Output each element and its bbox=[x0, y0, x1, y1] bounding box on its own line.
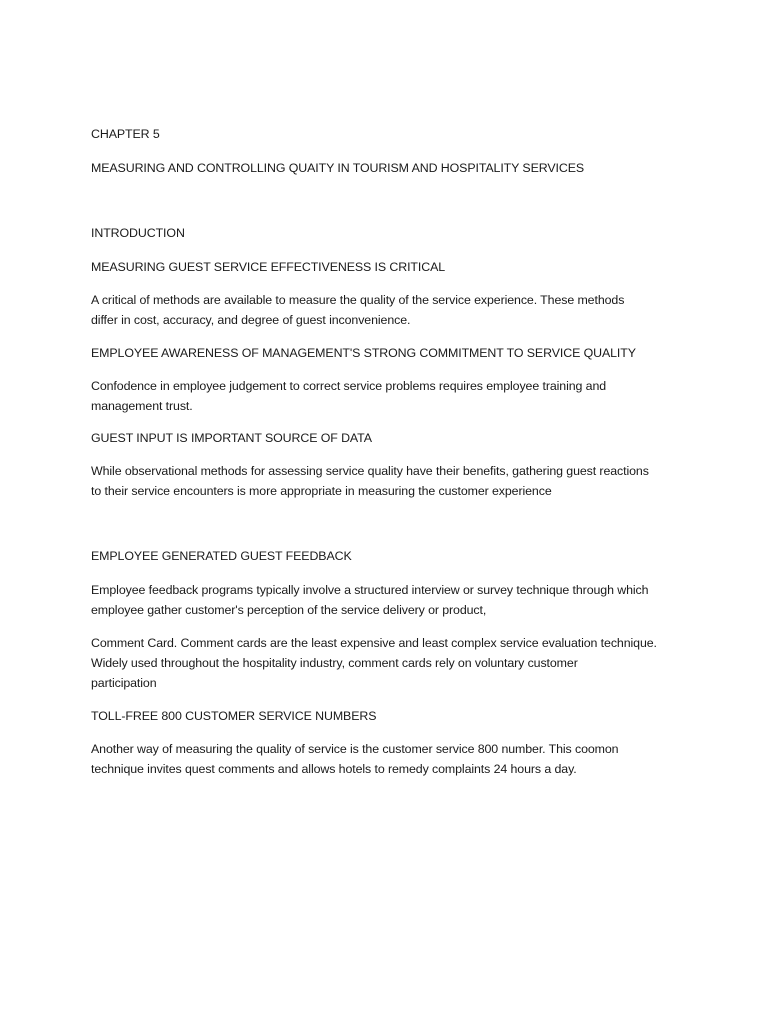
chapter-label: CHAPTER 5 bbox=[91, 127, 160, 141]
section-heading-measuring: MEASURING GUEST SERVICE EFFECTIVENESS IS CRITICAL bbox=[91, 260, 446, 274]
section-body-comment-card: Comment Card. Comment cards are the least expensive and least complex service evaluation technique. Widely used throughout the hospitality industry, comment cards rely on voluntary customer participation bbox=[91, 636, 657, 690]
section-body-employee-feedback: Employee feedback programs typically involve a structured interview or survey technique through which employee gather customer's perception of the service delivery or product, bbox=[91, 583, 649, 617]
chapter-title: MEASURING AND CONTROLLING QUAITY IN TOURISM AND HOSPITALITY SERVICES bbox=[91, 161, 585, 175]
section-body-employee-awareness: Confodence in employee judgement to correct service problems requires employee training and management trust. bbox=[91, 379, 607, 413]
section-heading-introduction: INTRODUCTION bbox=[91, 226, 185, 240]
section-heading-guest-input: GUEST INPUT IS IMPORTANT SOURCE OF DATA bbox=[91, 431, 372, 445]
section-body-guest-input: While observational methods for assessing service quality have their benefits, gathering guest reactions to their service encounters is more appropriate in measuring the customer experience bbox=[91, 464, 649, 498]
section-body-measuring: A critical of methods are available to measure the quality of the service experience. These methods differ in cost, accuracy, and degree of guest inconvenience. bbox=[91, 293, 625, 327]
section-heading-employee-feedback: EMPLOYEE GENERATED GUEST FEEDBACK bbox=[91, 549, 352, 563]
section-body-toll-free: Another way of measuring the quality of service is the customer service 800 number. This coomon technique invites quest comments and allows hotels to remedy complaints 24 hours a day. bbox=[91, 742, 619, 776]
section-heading-toll-free: TOLL-FREE 800 CUSTOMER SERVICE NUMBERS bbox=[91, 709, 377, 723]
section-heading-employee-awareness: EMPLOYEE AWARENESS OF MANAGEMENT'S STRONG COMMITMENT TO SERVICE QUALITY bbox=[91, 346, 636, 360]
